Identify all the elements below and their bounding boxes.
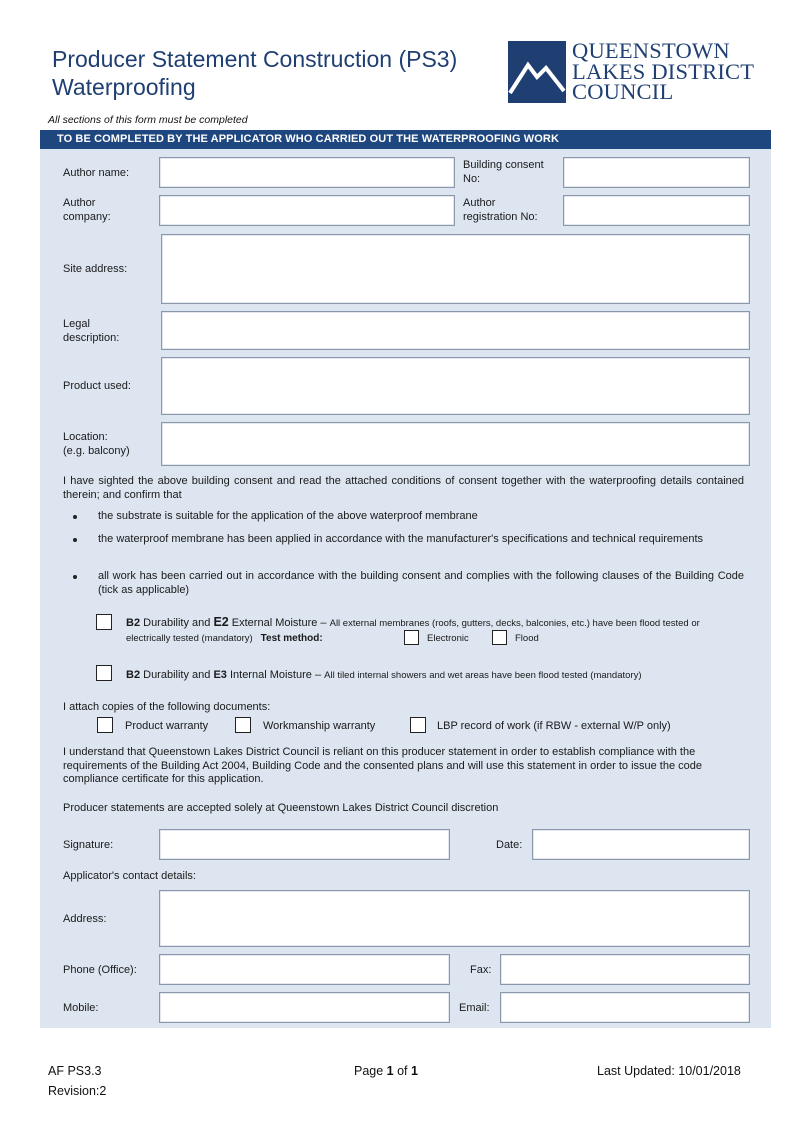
declaration-intro: I have sighted the above building consent and read the attached conditions of consent together with the waterproofing details contained therein; and confirm that <box>63 475 744 501</box>
address-input[interactable] <box>159 890 750 947</box>
page-current: 1 <box>386 1064 394 1078</box>
mobile-input[interactable] <box>159 992 450 1023</box>
revision: Revision:2 <box>48 1084 107 1098</box>
date-label: Date: <box>496 839 523 851</box>
lbp-record-checkbox[interactable] <box>410 717 426 733</box>
title-line-2: Waterproofing <box>52 74 196 100</box>
clause-e3-code-b2: B2 <box>126 669 141 681</box>
section-banner: TO BE COMPLETED BY THE APPLICATOR WHO CARRIED OUT THE WATERPROOFING WORK <box>40 130 771 149</box>
fax-input[interactable] <box>500 954 750 985</box>
legal-description-label-line-2: description: <box>63 332 120 344</box>
building-consent-label-line-1: Building consent <box>463 159 544 171</box>
logo-line-2: LAKES DISTRICT <box>572 58 755 84</box>
product-used-label: Product used: <box>63 380 131 392</box>
test-method-label: Test method: <box>260 633 323 644</box>
test-method-electronic-checkbox[interactable] <box>404 630 419 645</box>
discretion-statement: Producer statements are accepted solely at Queenstown Lakes District Council discretion <box>63 802 499 814</box>
bullet-icon <box>73 538 77 542</box>
phone-office-label: Phone (Office): <box>63 964 137 976</box>
understanding-statement: I understand that Queenstown Lakes District Council is reliant on this producer statement in order to establish compliance with the requirements of the Building Act 2004, Building Code and the consented plans and will use this statement in order to issue the code compliance certificate for this application. <box>63 746 703 785</box>
author-name-input[interactable] <box>159 157 455 188</box>
clause-e3-detail: All tiled internal showers and wet areas have been flood tested (mandatory) <box>324 670 642 681</box>
last-updated: Last Updated: 10/01/2018 <box>597 1064 741 1078</box>
page-of: of <box>393 1064 411 1078</box>
logo-line-3: COUNCIL <box>572 79 674 104</box>
clause-e3-checkbox[interactable] <box>96 665 112 681</box>
date-input[interactable] <box>532 829 750 860</box>
page-total: 1 <box>411 1064 418 1078</box>
address-label: Address: <box>63 913 107 925</box>
logo-line-1: QUEENSTOWN <box>572 38 730 63</box>
author-registration-label <box>463 196 538 224</box>
building-consent-label <box>463 158 544 186</box>
page-title <box>52 45 457 101</box>
council-logo <box>508 38 755 104</box>
author-company-label-line-1: Author <box>63 197 96 209</box>
location-label-line-2: (e.g. balcony) <box>63 445 130 457</box>
bullet-icon <box>73 575 77 579</box>
building-consent-input[interactable] <box>563 157 750 188</box>
declaration-bullet-3: all work has been carried out in accordance with the building consent and complies with the following clauses of the Building Code (tick as applicable) <box>98 570 744 596</box>
page-indicator <box>354 1064 418 1078</box>
workmanship-warranty-label: Workmanship warranty <box>263 720 376 732</box>
declaration-bullet-1: the substrate is suitable for the application of the above waterproof membrane <box>98 510 478 522</box>
legal-description-input[interactable] <box>161 311 750 350</box>
email-input[interactable] <box>500 992 750 1023</box>
page-prefix: Page <box>354 1064 387 1078</box>
clause-e3-code: E3 <box>213 669 227 681</box>
author-company-label <box>63 196 111 224</box>
author-name-label: Author name: <box>63 167 130 179</box>
fax-label: Fax: <box>470 964 492 976</box>
clause-e2-code: E2 <box>213 615 229 629</box>
clause-e2-detail-text: All external membranes (roofs, gutters, decks, balconies, etc.) have been flood tested or electrically tested (mandatory) <box>126 618 700 644</box>
workmanship-warranty-checkbox[interactable] <box>235 717 251 733</box>
email-label: Email: <box>459 1002 490 1014</box>
attachments-label: I attach copies of the following documents: <box>63 701 271 713</box>
site-address-input[interactable] <box>161 234 750 304</box>
site-address-label: Site address: <box>63 263 128 275</box>
test-method-flood-checkbox[interactable] <box>492 630 507 645</box>
logo-text <box>572 38 755 104</box>
clause-e2-text-2: External Moisture – <box>228 617 330 629</box>
bullet-icon <box>73 515 77 519</box>
form-panel <box>40 130 771 1028</box>
test-method-flood-label: Flood <box>515 633 539 644</box>
location-label <box>63 430 130 458</box>
clause-e3-text-2: Internal Moisture – <box>226 669 325 681</box>
author-company-input[interactable] <box>159 195 455 226</box>
clause-e3-text-1: Durability and <box>140 669 214 681</box>
author-registration-label-line-2: registration No: <box>463 211 538 223</box>
location-input[interactable] <box>161 422 750 466</box>
clause-e2-code-b2: B2 <box>126 617 141 629</box>
completion-note: All sections of this form must be completed <box>48 114 248 126</box>
contact-details-heading: Applicator's contact details: <box>63 870 196 882</box>
test-method-electronic-label: Electronic <box>427 633 469 644</box>
lbp-record-label: LBP record of work (if RBW - external W/P only) <box>437 720 671 732</box>
legal-description-label-line-1: Legal <box>63 318 90 330</box>
author-registration-input[interactable] <box>563 195 750 226</box>
signature-input[interactable] <box>159 829 450 860</box>
clause-e3-text <box>126 668 766 683</box>
title-line-1: Producer Statement Construction (PS3) <box>52 46 458 72</box>
mobile-label: Mobile: <box>63 1002 99 1014</box>
location-label-line-1: Location: <box>63 431 108 443</box>
product-warranty-checkbox[interactable] <box>97 717 113 733</box>
product-used-input[interactable] <box>161 357 750 415</box>
author-registration-label-line-1: Author <box>463 197 496 209</box>
mountain-logo-icon <box>508 41 566 103</box>
phone-office-input[interactable] <box>159 954 450 985</box>
form-code: AF PS3.3 <box>48 1064 102 1078</box>
product-warranty-label: Product warranty <box>125 720 209 732</box>
legal-description-label <box>63 317 119 345</box>
author-company-label-line-2: company: <box>63 211 111 223</box>
clause-e2-text-1: Durability and <box>140 617 214 629</box>
clause-e2-checkbox[interactable] <box>96 614 112 630</box>
declaration-bullet-2: the waterproof membrane has been applied in accordance with the manufacturer's specifications and technical requirements <box>98 533 703 545</box>
building-consent-label-line-2: No: <box>463 173 481 185</box>
signature-label: Signature: <box>63 839 114 851</box>
